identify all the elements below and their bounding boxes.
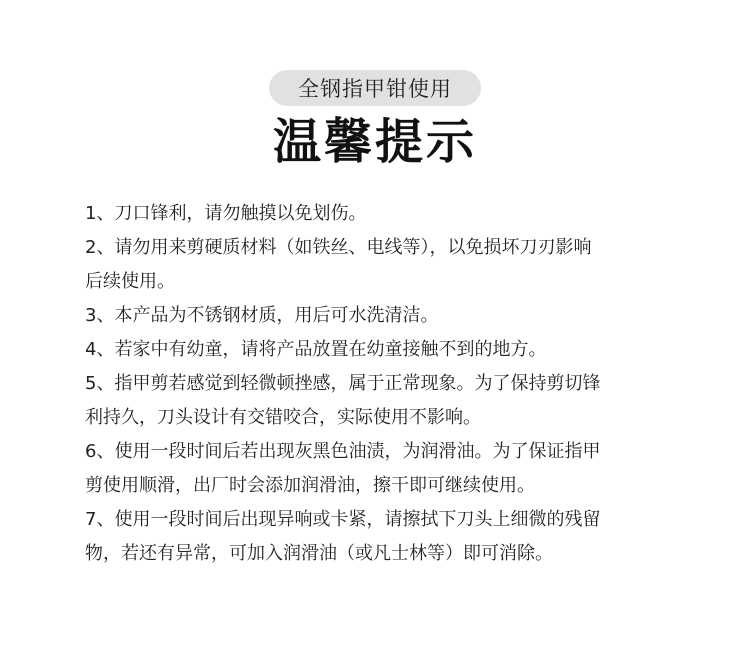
note-item xyxy=(85,299,675,333)
subtitle-pill xyxy=(269,70,481,106)
note-line: 4、若家中有幼童，请将产品放置在幼童接触不到的地方。 xyxy=(85,339,547,360)
note-line: 后续使用。 xyxy=(85,271,175,292)
note-item xyxy=(85,333,675,367)
note-line: 2、请勿用来剪硬质材料（如铁丝、电线等），以免损坏刀刃影响 xyxy=(85,237,592,258)
note-line: 3、本产品为不锈钢材质，用后可水洗清洁。 xyxy=(85,305,439,326)
note-line: 1、刀口锋利，请勿触摸以免划伤。 xyxy=(85,203,367,224)
note-line: 6、使用一段时间后若出现灰黑色油渍，为润滑油。为了保证指甲 xyxy=(85,441,601,462)
page-title: 温馨提示 xyxy=(272,114,477,170)
note-line: 剪使用顺滑，出厂时会添加润滑油，擦干即可继续使用。 xyxy=(85,475,535,496)
notes-list xyxy=(85,197,675,571)
subtitle-text: 全钢指甲钳使用 xyxy=(298,77,452,101)
note-item xyxy=(85,231,675,299)
note-item xyxy=(85,367,675,435)
note-item xyxy=(85,503,675,571)
note-line: 物，若还有异常，可加入润滑油（或凡士林等）即可消除。 xyxy=(85,543,553,564)
note-item xyxy=(85,435,675,503)
note-item xyxy=(85,197,675,231)
note-line: 5、指甲剪若感觉到轻微顿挫感，属于正常现象。为了保持剪切锋 xyxy=(85,373,601,394)
note-line: 利持久，刀头设计有交错咬合，实际使用不影响。 xyxy=(85,407,481,428)
note-line: 7、使用一段时间后出现异响或卡紧，请擦拭下刀头上细微的残留 xyxy=(85,509,601,530)
